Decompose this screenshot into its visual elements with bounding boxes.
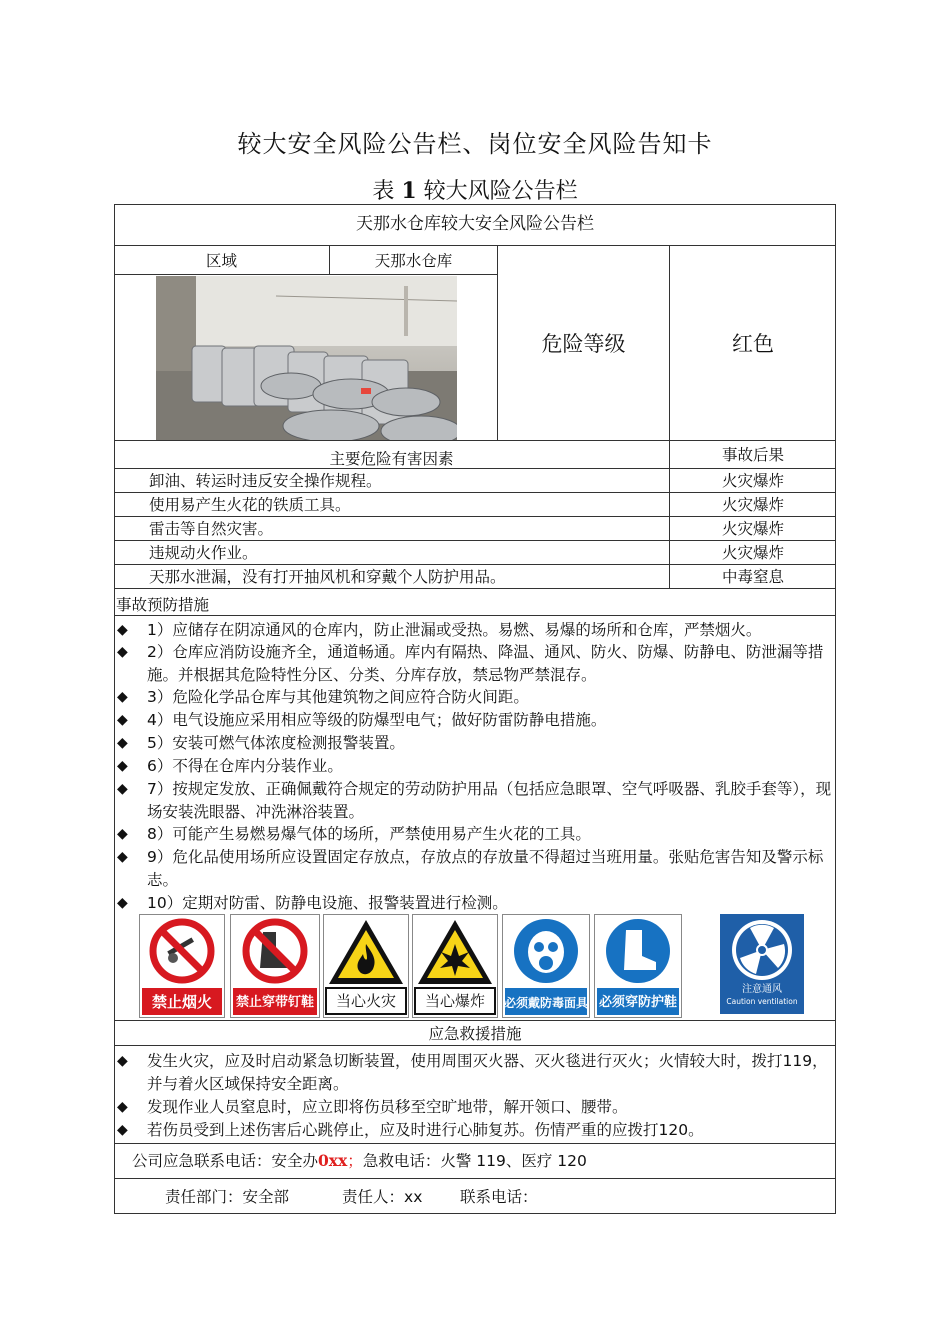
rule (114, 588, 836, 589)
bullet-icon: ◆ (117, 1122, 128, 1138)
sign-fire-warning (323, 914, 409, 1018)
safety-office-phone: 0xx (318, 1151, 348, 1170)
bullet-icon: ◆ (117, 849, 128, 865)
emergency-contact (132, 1150, 587, 1172)
rule (114, 516, 836, 517)
bullet-icon: ◆ (117, 644, 128, 660)
sign-label: 当心爆炸 (424, 992, 485, 1010)
hazard-consequence: 中毒窒息 (721, 568, 784, 586)
table-title-suffix: 较大风险公告栏 (423, 179, 578, 204)
hazard-factor: 雷击等自然灾害。 (149, 520, 274, 538)
contact-prefix: 公司应急联系电话：安全办 (132, 1152, 319, 1170)
consequence-header: 事故后果 (721, 446, 784, 464)
sign-sublabel: Caution ventilation (726, 997, 798, 1006)
hazard-factor: 使用易产生火花的铁质工具。 (149, 496, 351, 514)
sign-gas-mask (502, 914, 590, 1018)
rule (114, 245, 836, 246)
warehouse-drums-photo (156, 276, 457, 440)
table-title-prefix: 表 (372, 179, 395, 204)
rule (114, 492, 836, 493)
prevention-item: 8）可能产生易燃易爆气体的场所，严禁使用易产生火花的工具。 (147, 825, 591, 843)
sign-label: 必须戴防毒面具 (503, 996, 588, 1010)
contact-separator: ； (347, 1152, 363, 1170)
table-title (0, 174, 950, 205)
rule (114, 615, 836, 616)
prevention-item: 3）危险化学品仓库与其他建筑物之间应符合防火间距。 (147, 688, 529, 706)
table-title-number: 1 (401, 178, 417, 204)
responsible-person (342, 1186, 422, 1208)
rule (114, 1143, 836, 1144)
sign-label: 禁止穿带钉鞋 (235, 995, 314, 1010)
person-label: 责任人： (342, 1188, 405, 1206)
prevention-item: 7）按规定发放、正确佩戴符合规定的劳动防护用品（包括应急眼罩、空气呼吸器、乳胶手套等），现场安装洗眼器、冲洗淋浴装置。 (147, 780, 832, 821)
bullet-icon: ◆ (117, 735, 128, 751)
sign-protective-boots (594, 914, 682, 1018)
prevention-item: 10）定期对防雷、防静电设施、报警装置进行检测。 (147, 894, 508, 912)
prevention-item: 6）不得在仓库内分装作业。 (147, 757, 343, 775)
bullet-icon: ◆ (117, 826, 128, 842)
hazard-factor: 卸油、转运时违反安全操作规程。 (149, 472, 382, 490)
emergency-item: 发现作业人员窒息时，应立即将伤员移至空旷地带，解开领口、腰带。 (147, 1098, 628, 1116)
responsible-phone (460, 1186, 538, 1208)
area-label: 区域 (205, 252, 237, 270)
dept-value: 安全部 (242, 1188, 290, 1206)
rule (114, 1020, 836, 1021)
emergency-header: 应急救援措施 (428, 1025, 522, 1043)
hazard-factor: 违规动火作业。 (149, 544, 258, 562)
sign-explosion-warning (412, 914, 498, 1018)
sign-ventilation (720, 914, 804, 1014)
bullet-icon: ◆ (117, 689, 128, 705)
area-value: 天那水仓库 (374, 252, 453, 270)
hazard-factor: 天那水泄漏，没有打开抽风机和穿戴个人防护用品。 (149, 568, 506, 586)
dept-label: 责任部门： (165, 1188, 243, 1206)
prevention-item: 5）安装可燃气体浓度检测报警装置。 (147, 734, 405, 752)
bullet-icon: ◆ (117, 712, 128, 728)
contact-suffix: 急救电话：火警 119、医疗 120 (362, 1152, 587, 1170)
prevention-item: 4）电气设施应采用相应等级的防爆型电气；做好防雷防静电措施。 (147, 711, 607, 729)
rule (114, 1178, 836, 1179)
hazards-header: 主要危险有害因素 (329, 450, 454, 468)
phone-label: 联系电话： (460, 1188, 538, 1206)
bullet-icon: ◆ (117, 622, 128, 638)
hazard-consequence: 火灾爆炸 (721, 472, 784, 490)
sign-label: 当心火灾 (335, 992, 396, 1010)
bullet-icon: ◆ (117, 1053, 128, 1069)
risk-level-value: 红色 (732, 332, 774, 356)
bullet-icon: ◆ (117, 1099, 128, 1115)
sign-label: 必须穿防护鞋 (598, 995, 677, 1010)
rule (114, 440, 836, 441)
risk-level-label: 危险等级 (541, 332, 626, 356)
bullet-icon: ◆ (117, 758, 128, 774)
sign-no-nailed-shoes (230, 914, 320, 1018)
rule (114, 564, 836, 565)
sign-label: 禁止烟火 (151, 993, 212, 1011)
prevention-item: 2）仓库应消防设施齐全，通道畅通。库内有隔热、降温、通风、防火、防爆、防静电、防泄漏等措施。并根据其危险特性分区、分类、分库存放，禁忌物严禁混存。 (147, 643, 824, 684)
hazard-consequence: 火灾爆炸 (721, 544, 784, 562)
person-value: xx (404, 1188, 423, 1206)
prevention-item: 1）应储存在阴凉通风的仓库内，防止泄漏或受热。易燃、易爆的场所和仓库，严禁烟火。 (147, 621, 762, 639)
sign-label: 注意通风 (742, 984, 782, 995)
rule (114, 274, 498, 275)
bullet-icon: ◆ (117, 781, 128, 797)
bullet-icon: ◆ (117, 895, 128, 911)
rule (114, 1045, 836, 1046)
prevention-item: 9）危化品使用场所应设置固定存放点，存放点的存放量不得超过当班用量。张贴危害告知及警示标志。 (147, 848, 824, 889)
emergency-item: 发生火灾，应及时启动紧急切断装置，使用周围灭火器、灭火毯进行灭火；火情较大时，拨打119，并与着火区域保持安全距离。 (147, 1052, 828, 1093)
emergency-item: 若伤员受到上述伤害后心跳停止，应及时进行心肺复苏。伤情严重的应拨打120。 (147, 1121, 704, 1139)
hazard-consequence: 火灾爆炸 (721, 520, 784, 538)
sign-no-smoking (139, 914, 225, 1018)
hazard-consequence: 火灾爆炸 (721, 496, 784, 514)
document-title: 较大安全风险公告栏、岗位安全风险告知卡 (237, 130, 713, 158)
responsible-department (165, 1186, 289, 1208)
rule (114, 540, 836, 541)
board-title: 天那水仓库较大安全风险公告栏 (356, 214, 594, 234)
prevention-header: 事故预防措施 (116, 596, 210, 614)
